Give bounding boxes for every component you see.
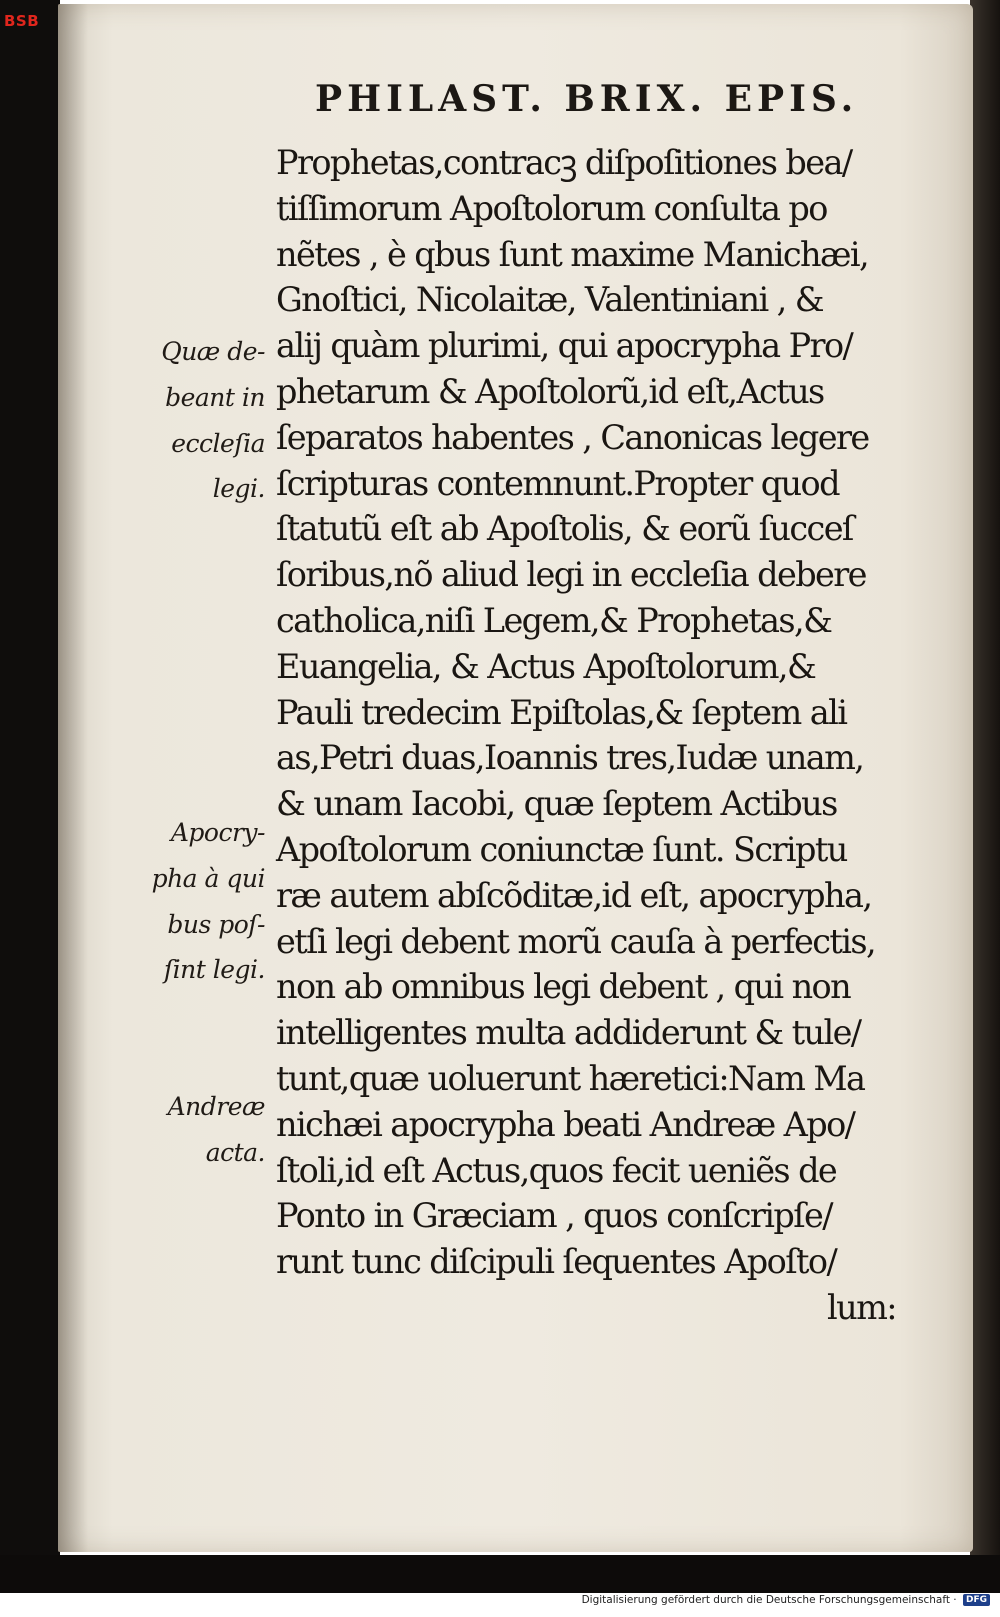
text-line: tiſſimorum Apoſtolorum conſulta po (276, 188, 827, 228)
text-line: alij quàm plurimi, qui apocrypha Pro/ (276, 326, 853, 366)
text-line: runt tunc diſcipuli ſequentes Apoſto/ (276, 1242, 837, 1282)
library-logo: BSB (4, 12, 40, 30)
marginal-note-2 (135, 810, 265, 993)
text-line: nẽtes , è qbus ſunt maxime Manichæi, (276, 234, 869, 274)
marginal-note-3 (135, 1084, 265, 1176)
text-line: Pauli tredecim Epiſtolas,& ſeptem ali (276, 692, 847, 732)
text-line: Apoſtolorum coniunctæ ſunt. Scriptu (276, 829, 847, 869)
text-line: non ab omnibus legi debent , qui non (276, 967, 851, 1007)
gutter-shadow (58, 4, 88, 1552)
body-text (276, 140, 936, 1331)
text-line: Prophetas,contracꝫ diſpoſitiones bea/ (276, 143, 852, 182)
text-line: ſcripturas contemnunt.Propter quod (276, 463, 839, 503)
scan-border-bottom (0, 1555, 1000, 1593)
text-line: ræ autem abſcõditæ,id eſt, apocrypha, (276, 875, 872, 915)
footer-text: Digitalisierung gefördert durch die Deutsche Forschungsgemeinschaft · (581, 1594, 957, 1606)
scan-border-left (0, 0, 60, 1560)
dfg-logo: DFG (963, 1594, 990, 1606)
text-line: etſi legi debent morũ cauſa à perfectis, (276, 921, 876, 961)
scan-border-right (970, 0, 1000, 1560)
text-line: ſtoli,id eſt Actus,quos fecit ueniẽs de (276, 1150, 837, 1190)
text-line: Gnoſtici, Nicolaitæ, Valentiniani , & (276, 280, 823, 320)
text-line: lum: (827, 1287, 896, 1327)
marginal-note-line: Andreæ (167, 1092, 265, 1121)
marginal-note-line: bus poſ- (167, 909, 265, 939)
footer (582, 1594, 990, 1606)
marginal-note-line: acta. (205, 1137, 265, 1167)
text-line: intelligentes multa addiderunt & tule/ (276, 1013, 861, 1053)
text-line: Euangelia, & Actus Apoſtolorum,& (276, 646, 816, 686)
marginal-note-line: Quæ de- (161, 337, 265, 366)
text-line: catholica,niſi Legem,& Prophetas,& (276, 600, 832, 640)
marginal-note-line: Apocry- (170, 818, 265, 847)
text-line: tunt,quæ uoluerunt hæretici:Nam Ma (276, 1058, 865, 1098)
marginal-note-line: ſint legi. (163, 955, 265, 985)
text-line: ſtatutũ eſt ab Apoſtolis, & eorũ ſucceſ (276, 509, 853, 549)
marginal-note-1 (135, 329, 265, 512)
text-line: ſoribus,nõ aliud legi in eccleſia debere (276, 555, 866, 595)
text-line: as,Petri duas,Ioannis tres,Iudæ unam, (276, 738, 864, 778)
text-line: ſeparatos habentes , Canonicas legere (276, 417, 869, 457)
text-line: & unam Iacobi, quæ ſeptem Actibus (276, 784, 837, 824)
text-line: Ponto in Græciam , quos conſcripſe/ (276, 1196, 832, 1236)
marginal-note-line: eccleſia (171, 428, 265, 458)
text-line: phetarum & Apoſtolorũ,id eſt,Actus (276, 371, 824, 411)
marginal-note-line: legi. (212, 474, 265, 504)
text-line: nichæi apocrypha beati Andreæ Apo/ (276, 1104, 855, 1144)
marginal-note-line: pha à qui (151, 863, 265, 893)
marginal-note-line: beant in (165, 382, 265, 412)
running-head: PHILAST. BRIX. EPIS. (315, 78, 859, 120)
